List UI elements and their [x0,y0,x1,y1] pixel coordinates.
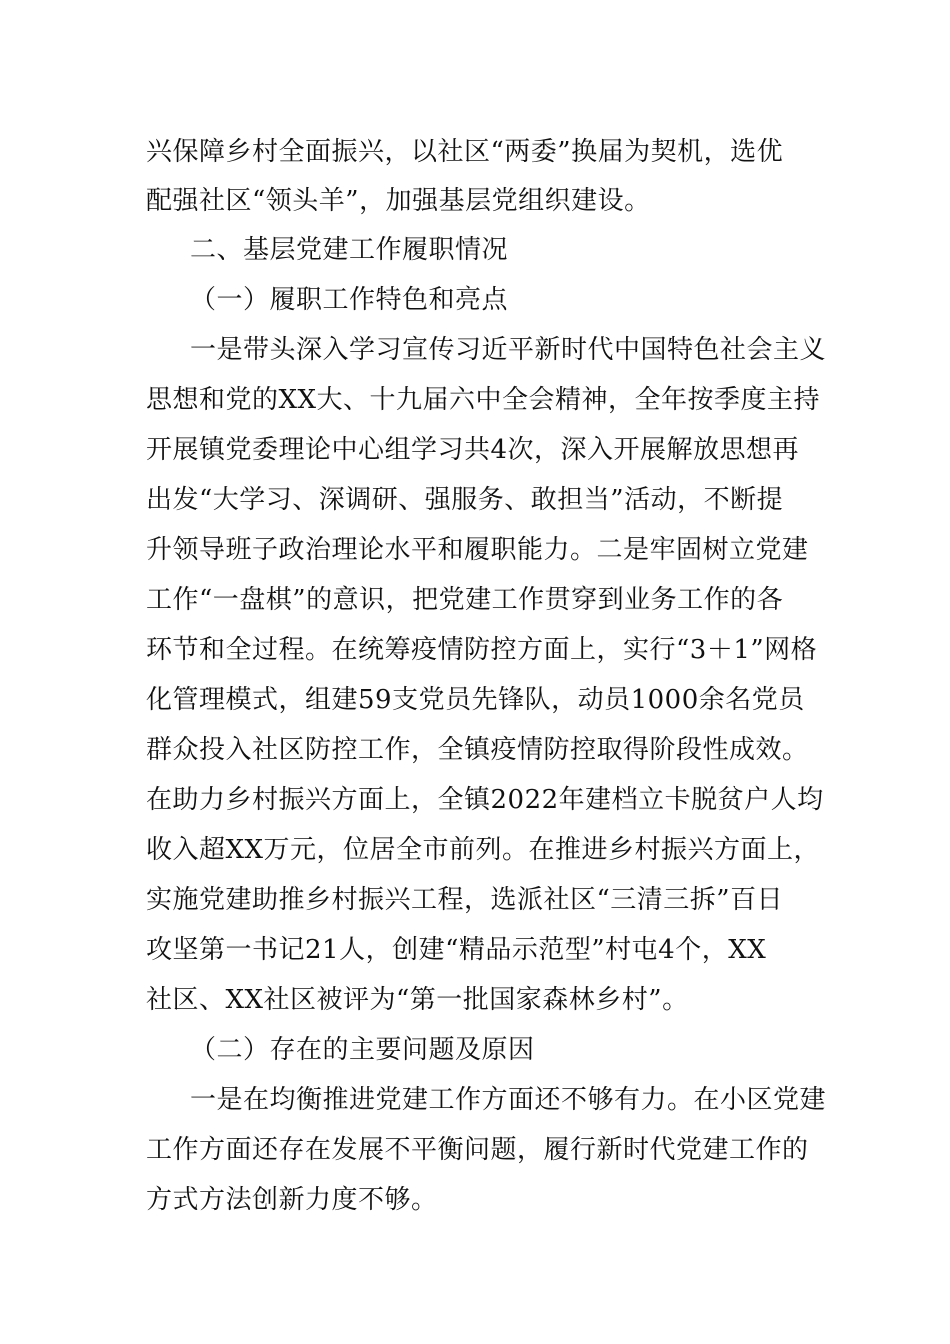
paragraph-line: 配强社区“领头羊”，加强基层党组织建设。 [146,186,651,216]
paragraph-line: 一是在均衡推进党建工作方面还不够有力。在小区党建 [190,1085,827,1115]
paragraph-line: 方式方法创新力度不够。 [146,1185,438,1215]
subsection-heading: （一）履职工作特色和亮点 [190,285,509,315]
paragraph-line: 升领导班子政治理论水平和履职能力。二是牢固树立党建 [146,535,809,565]
paragraph-line: 攻坚第一书记21人，创建“精品示范型”村屯4个，XX [146,935,767,965]
paragraph-line: 在助力乡村振兴方面上，全镇2022年建档立卡脱贫户人均 [146,785,824,815]
paragraph-line: 一是带头深入学习宣传习近平新时代中国特色社会主义 [190,335,827,365]
subsection-heading: （二）存在的主要问题及原因 [190,1035,535,1065]
paragraph-line: 环节和全过程。在统筹疫情防控方面上，实行“3＋1”网格 [146,635,818,665]
paragraph-line: 群众投入社区防控工作，全镇疫情防控取得阶段性成效。 [146,735,809,765]
paragraph-line: 实施党建助推乡村振兴工程，选派社区“三清三拆”百日 [146,885,784,915]
paragraph-line: 工作方面还存在发展不平衡问题，履行新时代党建工作的 [146,1135,809,1165]
paragraph-line: 社区、XX社区被评为“第一批国家森林乡村”。 [146,985,689,1015]
paragraph-line: 兴保障乡村全面振兴，以社区“两委”换届为契机，选优 [146,137,784,167]
paragraph-line: 工作“一盘棋”的意识，把党建工作贯穿到业务工作的各 [146,585,784,615]
paragraph-line: 思想和党的XX大、十九届六中全会精神，全年按季度主持 [146,385,821,415]
paragraph-line: 化管理模式，组建59支党员先锋队，动员1000余名党员 [146,685,805,715]
section-heading: 二、基层党建工作履职情况 [190,235,509,265]
paragraph-line: 收入超XX万元，位居全市前列。在推进乡村振兴方面上， [146,835,821,865]
paragraph-line: 开展镇党委理论中心组学习共4次，深入开展解放思想再 [146,435,800,465]
paragraph-line: 出发“大学习、深调研、强服务、敢担当”活动，不断提 [146,485,784,515]
